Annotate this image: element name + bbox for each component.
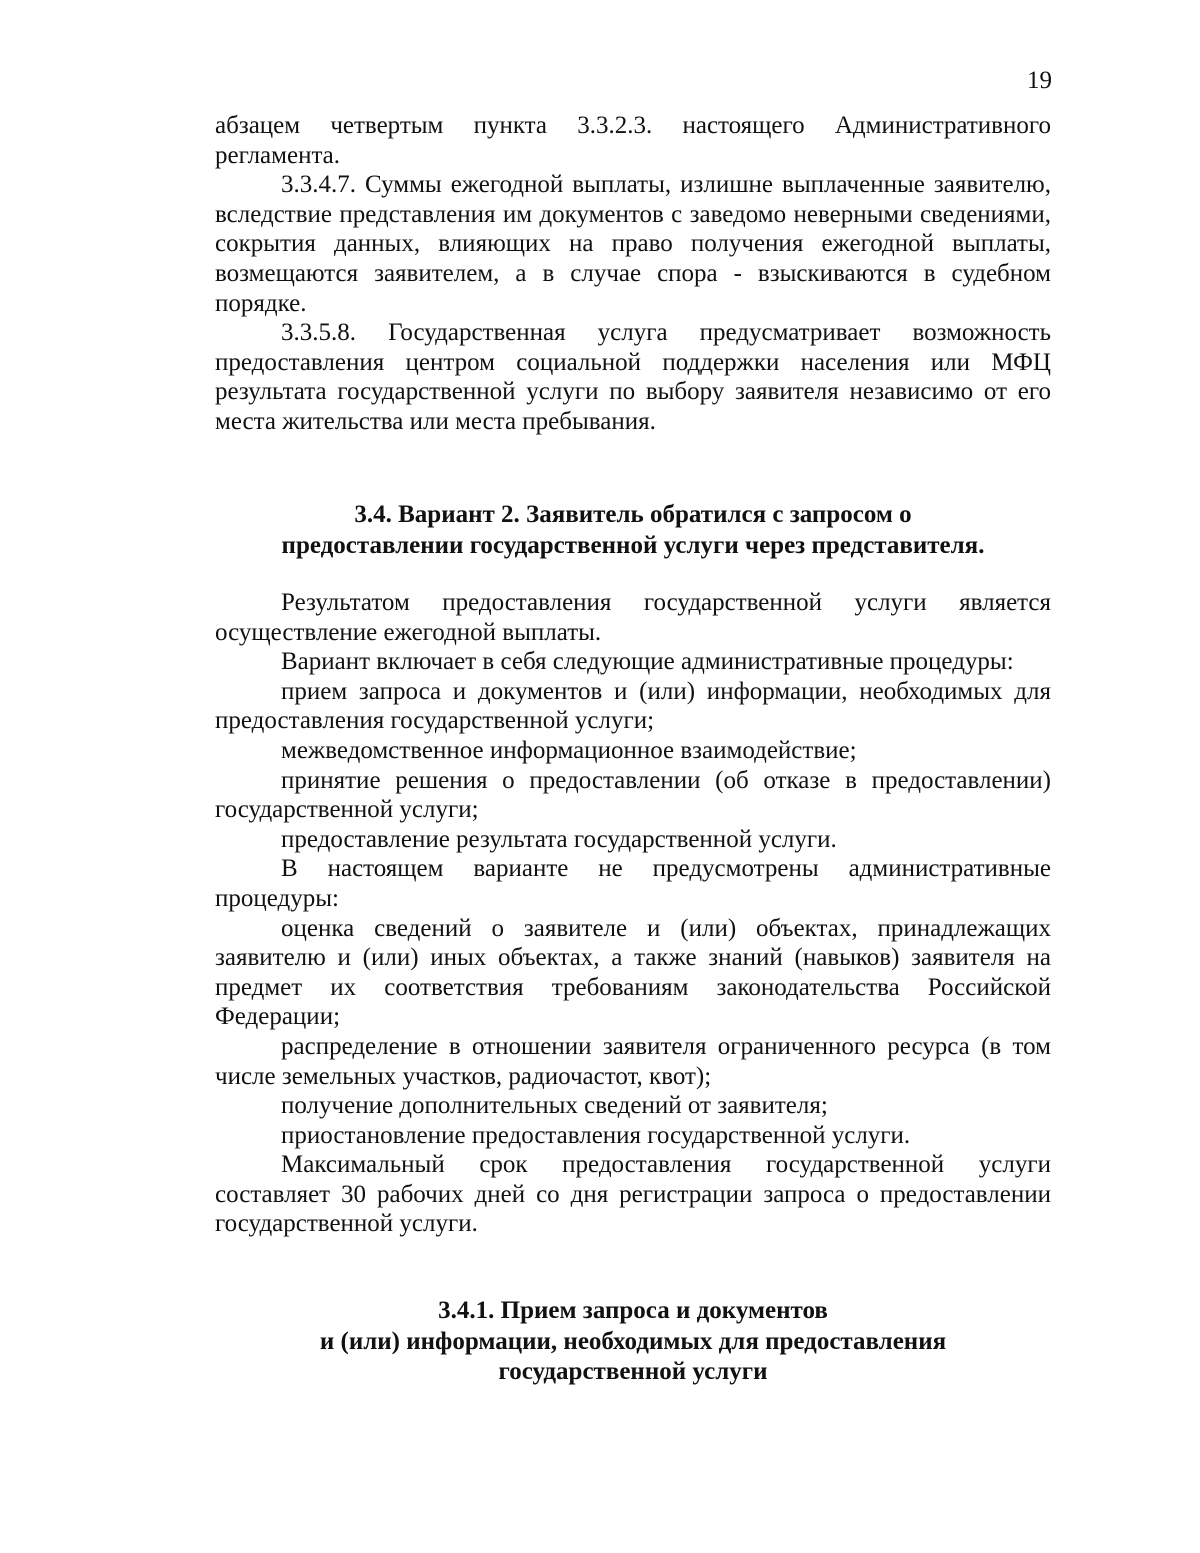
heading-line: 3.4. Вариант 2. Заявитель обратился с запросом о <box>354 501 912 528</box>
page-number: 19 <box>1027 67 1052 94</box>
heading-line: 3.4.1. Прием запроса и документов <box>438 1297 828 1324</box>
paragraph-result: Результатом предоставления государственной услуги является осуществление ежегодной выплаты. <box>215 589 1051 646</box>
list-item-excluded-procedure: приостановление предоставления государственной услуги. <box>281 1121 911 1149</box>
text-block-previous-section <box>215 111 1051 437</box>
section-heading-3-4 <box>215 500 1051 561</box>
paragraph-3-3-4-7: 3.3.4.7. Суммы ежегодной выплаты, излишне выплаченные заявителю, вследствие представления им документов с заведомо неверными сведениями, сокрытия данных, влияющих на право получения ежегодной выплаты, возмещаются заявителем, а в случае спора - взыскиваются в судебном порядке. <box>215 171 1051 317</box>
section-heading-3-4-1 <box>215 1296 1051 1388</box>
list-item-procedure: прием запроса и документов и (или) информации, необходимых для предоставления государственной услуги; <box>215 677 1051 735</box>
paragraph-continuation: абзацем четвертым пункта 3.3.2.3. настоящего Административного регламента. <box>215 112 1051 169</box>
heading-line: предоставлении государственной услуги через представителя. <box>281 531 985 559</box>
list-item-excluded-procedure: получение дополнительных сведений от заявителя; <box>281 1092 828 1120</box>
paragraph-excluded-intro: В настоящем варианте не предусмотрены административные процедуры: <box>215 855 1051 912</box>
paragraph-procedures-intro: Вариант включает в себя следующие административные процедуры: <box>281 648 1014 676</box>
text-block-section-3-4 <box>215 588 1051 1239</box>
list-item-excluded-procedure: распределение в отношении заявителя ограниченного ресурса (в том числе земельных участков, радиочастот, квот); <box>215 1032 1051 1090</box>
list-item-excluded-procedure: оценка сведений о заявителе и (или) объектах, принадлежащих заявителю и (или) иных объектах, а также знаний (навыков) заявителя на предмет их соответствия требованиям законодательства Российской Федерации; <box>215 914 1051 1031</box>
heading-line: государственной услуги <box>498 1358 768 1385</box>
heading-line: и (или) информации, необходимых для предоставления <box>319 1327 947 1355</box>
paragraph-3-3-5-8: 3.3.5.8. Государственная услуга предусматривает возможность предоставления центром социальной поддержки населения или МФЦ результата государственной услуги по выбору заявителя независимо от его места жительства или места пребывания. <box>215 319 1051 435</box>
list-item-procedure: предоставление результата государственной услуги. <box>281 825 837 853</box>
list-item-procedure: межведомственное информационное взаимодействие; <box>281 736 857 764</box>
list-item-procedure: принятие решения о предоставлении (об отказе в предоставлении) государственной услуги; <box>215 766 1051 824</box>
paragraph-max-term: Максимальный срок предоставления государственной услуги составляет 30 рабочих дней со дня регистрации запроса о предоставлении государственной услуги. <box>215 1151 1051 1238</box>
